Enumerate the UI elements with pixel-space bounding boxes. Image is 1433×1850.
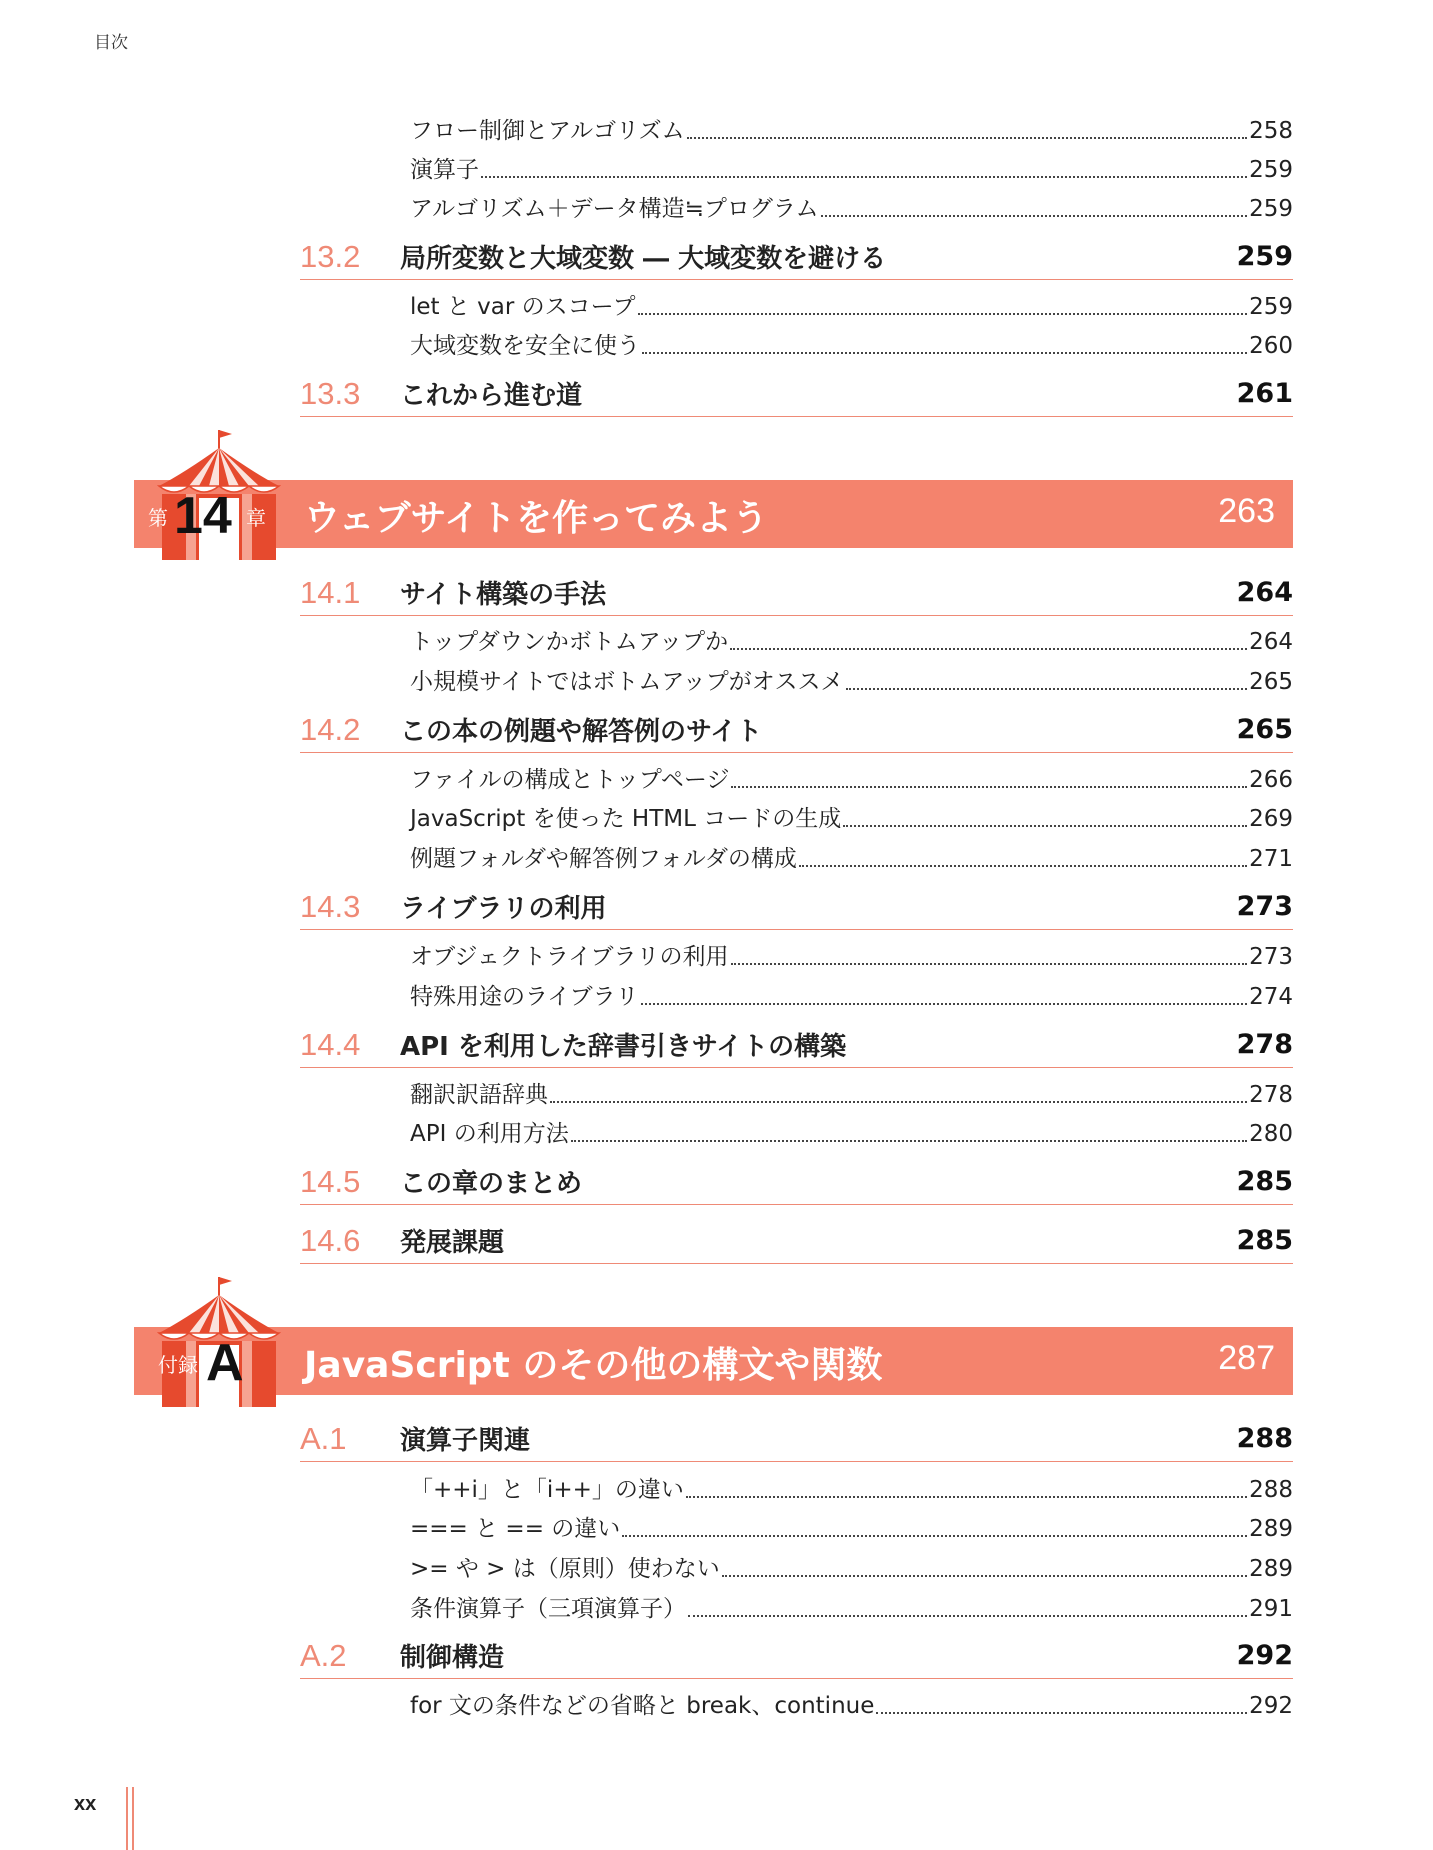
entry-title: >= や > は（原則）使わない xyxy=(410,1556,720,1582)
toc-section[interactable] xyxy=(300,1633,1293,1679)
entry-title: オブジェクトライブラリの利用 xyxy=(410,944,729,970)
entry-page: 291 xyxy=(1249,1596,1293,1622)
leader-dots xyxy=(722,1575,1247,1577)
leader-dots xyxy=(799,865,1247,867)
entry-page: 271 xyxy=(1249,846,1293,872)
chapter-page: 287 xyxy=(1218,1339,1275,1377)
toc-entry[interactable] xyxy=(410,938,1293,974)
entry-page: 258 xyxy=(1249,118,1293,144)
toc-entry[interactable] xyxy=(410,190,1293,226)
page-folio: xx xyxy=(74,1793,97,1815)
toc-entry[interactable] xyxy=(410,288,1293,324)
toc-section[interactable] xyxy=(300,1159,1293,1205)
section-title: 演算子関連 xyxy=(400,1426,531,1456)
toc-section[interactable] xyxy=(300,371,1293,417)
toc-entry[interactable] xyxy=(410,800,1293,836)
leader-dots xyxy=(638,313,1248,315)
leader-dots xyxy=(731,786,1247,788)
section-number: 14.5 xyxy=(300,1163,361,1199)
toc-section[interactable] xyxy=(300,234,1293,280)
entry-title: 特殊用途のライブラリ xyxy=(410,984,639,1010)
entry-title: let と var のスコープ xyxy=(410,294,636,320)
chapter-title: JavaScript のその他の構文や関数 xyxy=(304,1345,883,1386)
entry-page: 280 xyxy=(1249,1121,1293,1147)
section-title: ライブラリの利用 xyxy=(400,894,607,924)
toc-entry[interactable] xyxy=(410,840,1293,876)
entry-title: 大域変数を安全に使う xyxy=(410,333,640,359)
toc-entry[interactable] xyxy=(410,1471,1293,1507)
toc-entry[interactable] xyxy=(410,1687,1293,1723)
section-page: 273 xyxy=(1236,891,1293,922)
entry-title: アルゴリズム＋データ構造≒プログラム xyxy=(410,196,819,222)
toc-section[interactable] xyxy=(300,1218,1293,1264)
toc-entry[interactable] xyxy=(410,151,1293,187)
chapter-title: ウェブサイトを作ってみよう xyxy=(304,498,769,539)
section-title: 局所変数と大域変数 ― 大域変数を避ける xyxy=(400,244,887,274)
section-page: 285 xyxy=(1236,1166,1293,1197)
toc-entry[interactable] xyxy=(410,112,1293,148)
leader-dots xyxy=(550,1101,1247,1103)
toc-entry[interactable] xyxy=(410,1115,1293,1151)
section-page: 278 xyxy=(1236,1029,1293,1060)
toc-entry[interactable] xyxy=(410,761,1293,797)
toc-section[interactable] xyxy=(300,1416,1293,1462)
section-title: この章のまとめ xyxy=(400,1169,583,1199)
section-title: 制御構造 xyxy=(400,1643,505,1673)
leader-dots xyxy=(481,176,1247,178)
entry-page: 278 xyxy=(1249,1082,1293,1108)
entry-page: 289 xyxy=(1249,1516,1293,1542)
folio-rule xyxy=(126,1787,134,1850)
entry-page: 260 xyxy=(1249,333,1293,359)
leader-dots xyxy=(622,1535,1247,1537)
leader-dots xyxy=(730,648,1247,650)
section-number: 14.1 xyxy=(300,574,361,610)
entry-page: 259 xyxy=(1249,196,1293,222)
section-number: 14.4 xyxy=(300,1026,361,1062)
section-page: 259 xyxy=(1236,241,1293,272)
section-number: 13.2 xyxy=(300,238,361,274)
entry-page: 259 xyxy=(1249,294,1293,320)
section-title: これから進む道 xyxy=(400,381,583,411)
toc-entry[interactable] xyxy=(410,623,1293,659)
toc-section[interactable] xyxy=(300,1022,1293,1068)
entry-title: API の利用方法 xyxy=(410,1121,569,1147)
section-title: API を利用した辞書引きサイトの構築 xyxy=(400,1032,847,1062)
section-page: 261 xyxy=(1236,378,1293,409)
entry-page: 266 xyxy=(1249,767,1293,793)
toc-section[interactable] xyxy=(300,707,1293,753)
entry-title: 「++i」と「i++」の違い xyxy=(410,1477,684,1503)
entry-page: 292 xyxy=(1249,1693,1293,1719)
entry-title: 条件演算子（三項演算子） xyxy=(410,1596,686,1622)
entry-page: 288 xyxy=(1249,1477,1293,1503)
entry-title: 小規模サイトではボトムアップがオススメ xyxy=(410,669,844,695)
leader-dots xyxy=(843,825,1247,827)
entry-title: トップダウンかボトムアップか xyxy=(410,629,729,655)
toc-entry[interactable] xyxy=(410,1590,1293,1626)
leader-dots xyxy=(846,688,1248,690)
leader-dots xyxy=(571,1140,1247,1142)
leader-dots xyxy=(688,1615,1247,1617)
chapter-number: 14 xyxy=(174,487,232,545)
entry-page: 269 xyxy=(1249,806,1293,832)
chapter-label-post: 章 xyxy=(246,506,266,530)
entry-page: 273 xyxy=(1249,944,1293,970)
section-title: サイト構築の手法 xyxy=(400,580,607,610)
section-page: 264 xyxy=(1236,577,1293,608)
section-number: A.2 xyxy=(300,1637,347,1673)
chapter-heading[interactable] xyxy=(134,480,1293,548)
entry-page: 289 xyxy=(1249,1556,1293,1582)
entry-title: フロー制御とアルゴリズム xyxy=(410,118,685,144)
section-number: 13.3 xyxy=(300,375,361,411)
leader-dots xyxy=(687,137,1247,139)
entry-title: ファイルの構成とトップページ xyxy=(410,767,730,793)
section-number: 14.6 xyxy=(300,1222,361,1258)
chapter-page: 263 xyxy=(1218,492,1275,530)
toc-entry[interactable] xyxy=(410,663,1293,699)
section-title: この本の例題や解答例のサイト xyxy=(400,717,763,747)
toc-section[interactable] xyxy=(300,570,1293,616)
entry-title: 演算子 xyxy=(410,157,479,183)
toc-entry[interactable] xyxy=(410,327,1293,363)
toc-section[interactable] xyxy=(300,884,1293,930)
section-number: 14.3 xyxy=(300,888,361,924)
chapter-label-pre: 付録 xyxy=(158,1353,198,1377)
entry-title: === と == の違い xyxy=(410,1516,621,1542)
section-title: 発展課題 xyxy=(400,1228,505,1258)
toc-entry[interactable] xyxy=(410,978,1293,1014)
entry-page: 265 xyxy=(1249,669,1293,695)
running-head: 目次 xyxy=(94,33,128,53)
entry-title: JavaScript を使った HTML コードの生成 xyxy=(410,806,842,832)
toc-entry[interactable] xyxy=(410,1550,1293,1586)
section-number: A.1 xyxy=(300,1420,347,1456)
leader-dots xyxy=(642,352,1247,354)
toc-entry[interactable] xyxy=(410,1076,1293,1112)
chapter-label-pre: 第 xyxy=(148,506,168,530)
leader-dots xyxy=(686,1496,1247,1498)
leader-dots xyxy=(731,963,1248,965)
entry-page: 274 xyxy=(1249,984,1293,1010)
leader-dots xyxy=(641,1003,1247,1005)
entry-title: 翻訳訳語辞典 xyxy=(410,1082,548,1108)
section-page: 265 xyxy=(1236,714,1293,745)
entry-title: 例題フォルダや解答例フォルダの構成 xyxy=(410,846,797,872)
section-page: 292 xyxy=(1236,1640,1293,1671)
entry-page: 259 xyxy=(1249,157,1293,183)
toc-entry[interactable] xyxy=(410,1510,1293,1546)
section-number: 14.2 xyxy=(300,711,361,747)
section-page: 288 xyxy=(1236,1423,1293,1454)
chapter-heading[interactable] xyxy=(134,1327,1293,1395)
entry-page: 264 xyxy=(1249,629,1293,655)
chapter-number: A xyxy=(206,1334,244,1392)
entry-title: for 文の条件などの省略と break、continue xyxy=(410,1693,875,1719)
leader-dots xyxy=(876,1712,1247,1714)
leader-dots xyxy=(821,215,1247,217)
section-page: 285 xyxy=(1236,1225,1293,1256)
